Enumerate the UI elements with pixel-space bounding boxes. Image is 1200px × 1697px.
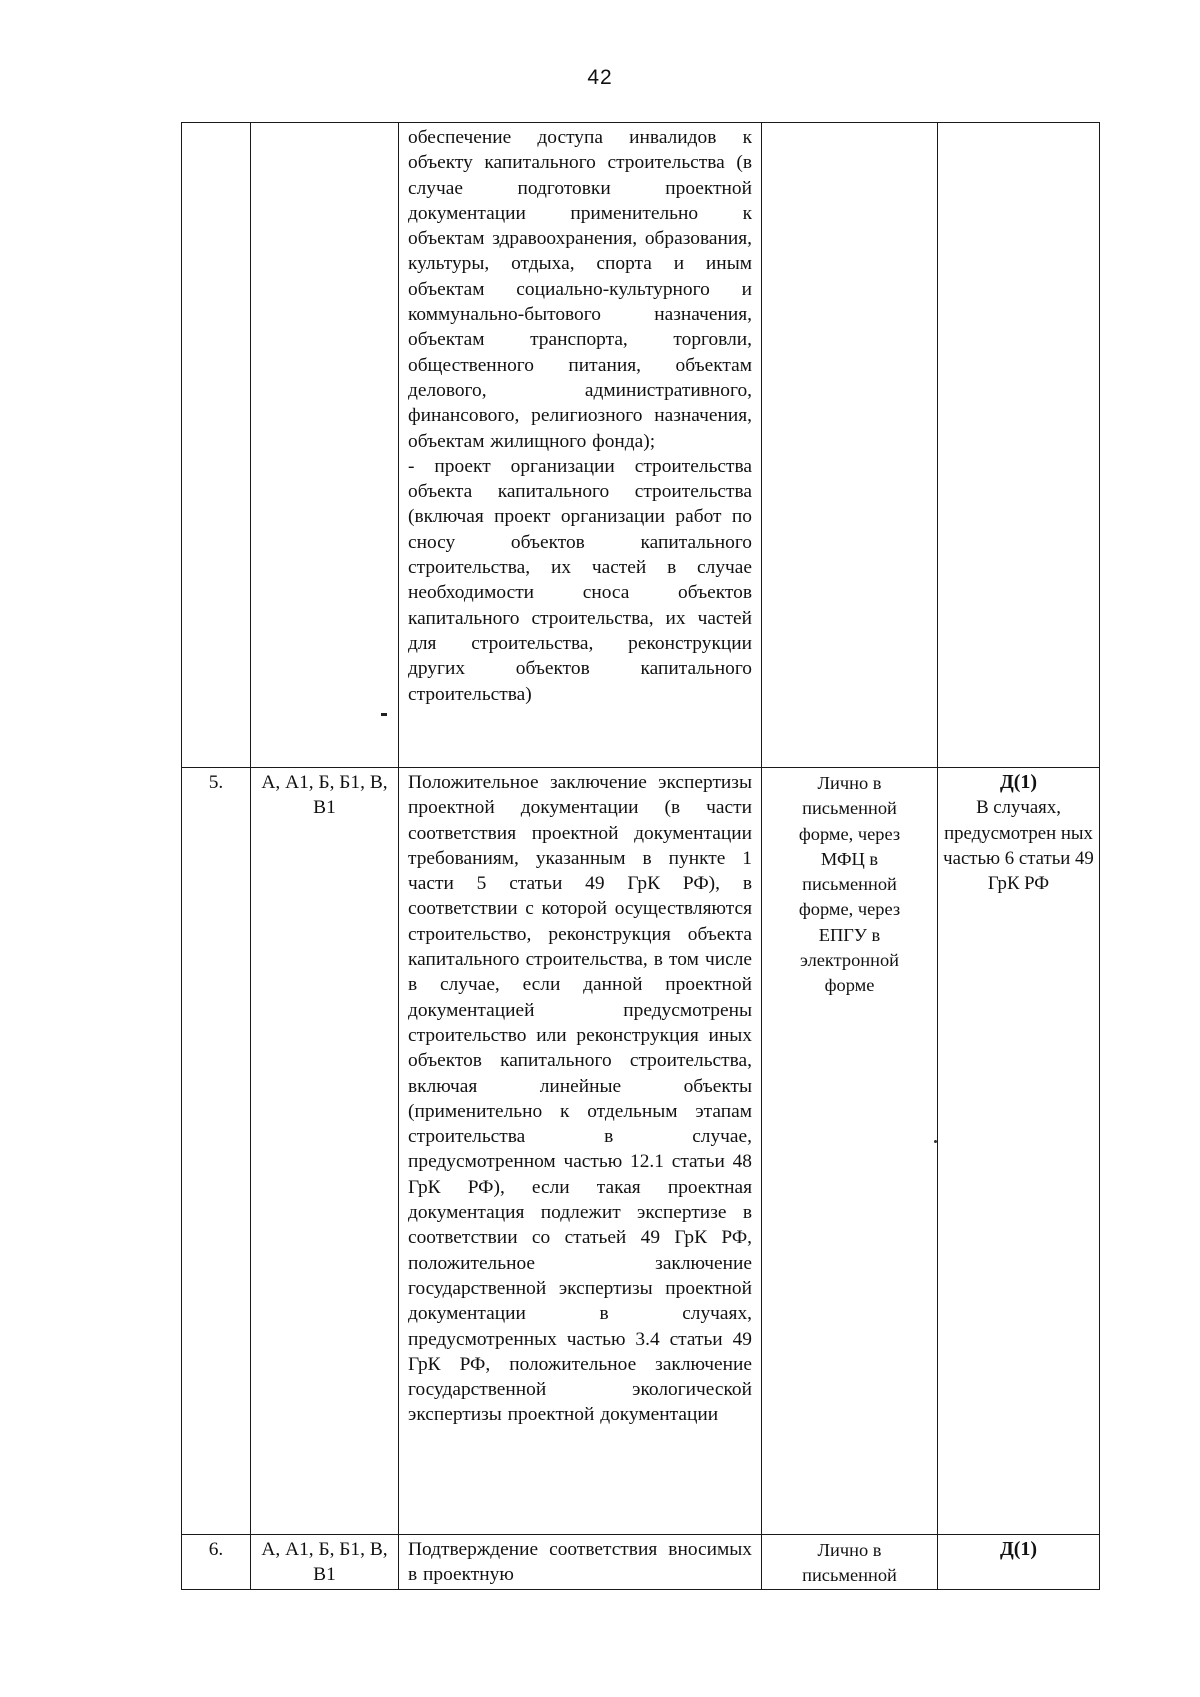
row-submission-cell: Лично в письменной форме, через МФЦ в письменной форме, через ЕПГУ в электронной форме bbox=[762, 768, 938, 1535]
note-text: В случаях, предусмотрен ных частью 6 статьи 49 ГрК РФ bbox=[943, 797, 1094, 895]
table-row bbox=[182, 768, 1100, 1535]
note-code: Д(1) bbox=[999, 771, 1038, 793]
row-document-cell bbox=[399, 1535, 762, 1590]
scan-artifact-dot bbox=[934, 1140, 937, 1143]
row-note-cell bbox=[938, 768, 1100, 1535]
note-code: Д(1) bbox=[999, 1538, 1038, 1560]
row-number-cell bbox=[182, 123, 251, 768]
table-row bbox=[182, 1535, 1100, 1590]
row-document-cell bbox=[399, 768, 762, 1535]
page-number: 42 bbox=[587, 66, 613, 89]
document-paragraph: - проект организации строительства объекта капитального строительства (включая проект организации работ по сносу объектов капитального строительства, их частей в случае необходимости сноса объектов капитального строительства, их частей для строительства, реконструкции других объектов капитального строительства) bbox=[408, 455, 752, 705]
row-document-cell bbox=[399, 123, 762, 768]
document-paragraph: Положительное заключение экспертизы проектной документации (в части соответствия проектной документации требованиям, указанным в пункте 1 части 5 статьи 49 ГрК РФ), в соответствии с которой осуществляются строительство, реконструкция объекта капитального строительства, в том числе в случае, если данной проектной документацией предусмотрены строительство или реконструкция иных объектов капитального строительства, включая линейные объекты (применительно к отдельным этапам строительства в случае, предусмотренном частью 12.1 статьи 48 ГрК РФ), если такая проектная документация подлежит экспертизе в соответствии со статьей 49 ГрК РФ, положительное заключение государственной экспертизы проектной документации в случаях, предусмотренных частью 3.4 статьи 49 ГрК РФ, положительное заключение государственной экологической экспертизы проектной документации bbox=[408, 772, 752, 1426]
row-note-cell bbox=[938, 123, 1100, 768]
document-table bbox=[181, 122, 1100, 1590]
row-number-cell: 5. bbox=[182, 768, 251, 1535]
document-paragraph: обеспечение доступа инвалидов к объекту капитального строительства (в случае подготовки проектной документации применительно к объектам здравоохранения, образования, культуры, отдыха, спорта и иным объектам социально-культурного и коммунально-бытового назначения, объектам транспорта, торговли, общественного питания, объектам делового, административного, финансового, религиозного назначения, объектам жилищного фонда); bbox=[408, 127, 752, 452]
row-submission-cell bbox=[762, 123, 938, 768]
row-categories-cell: А, А1, Б, Б1, В, В1 bbox=[251, 768, 399, 1535]
scan-artifact-dash bbox=[381, 713, 387, 716]
row-categories-cell bbox=[251, 123, 399, 768]
row-submission-cell: Лично в письменной bbox=[762, 1535, 938, 1590]
table-row bbox=[182, 123, 1100, 768]
row-categories-cell: А, А1, Б, Б1, В, В1 bbox=[251, 1535, 399, 1590]
row-number-cell: 6. bbox=[182, 1535, 251, 1590]
document-paragraph: Подтверждение соответствия вносимых в проектную bbox=[408, 1539, 752, 1586]
row-note-cell bbox=[938, 1535, 1100, 1590]
